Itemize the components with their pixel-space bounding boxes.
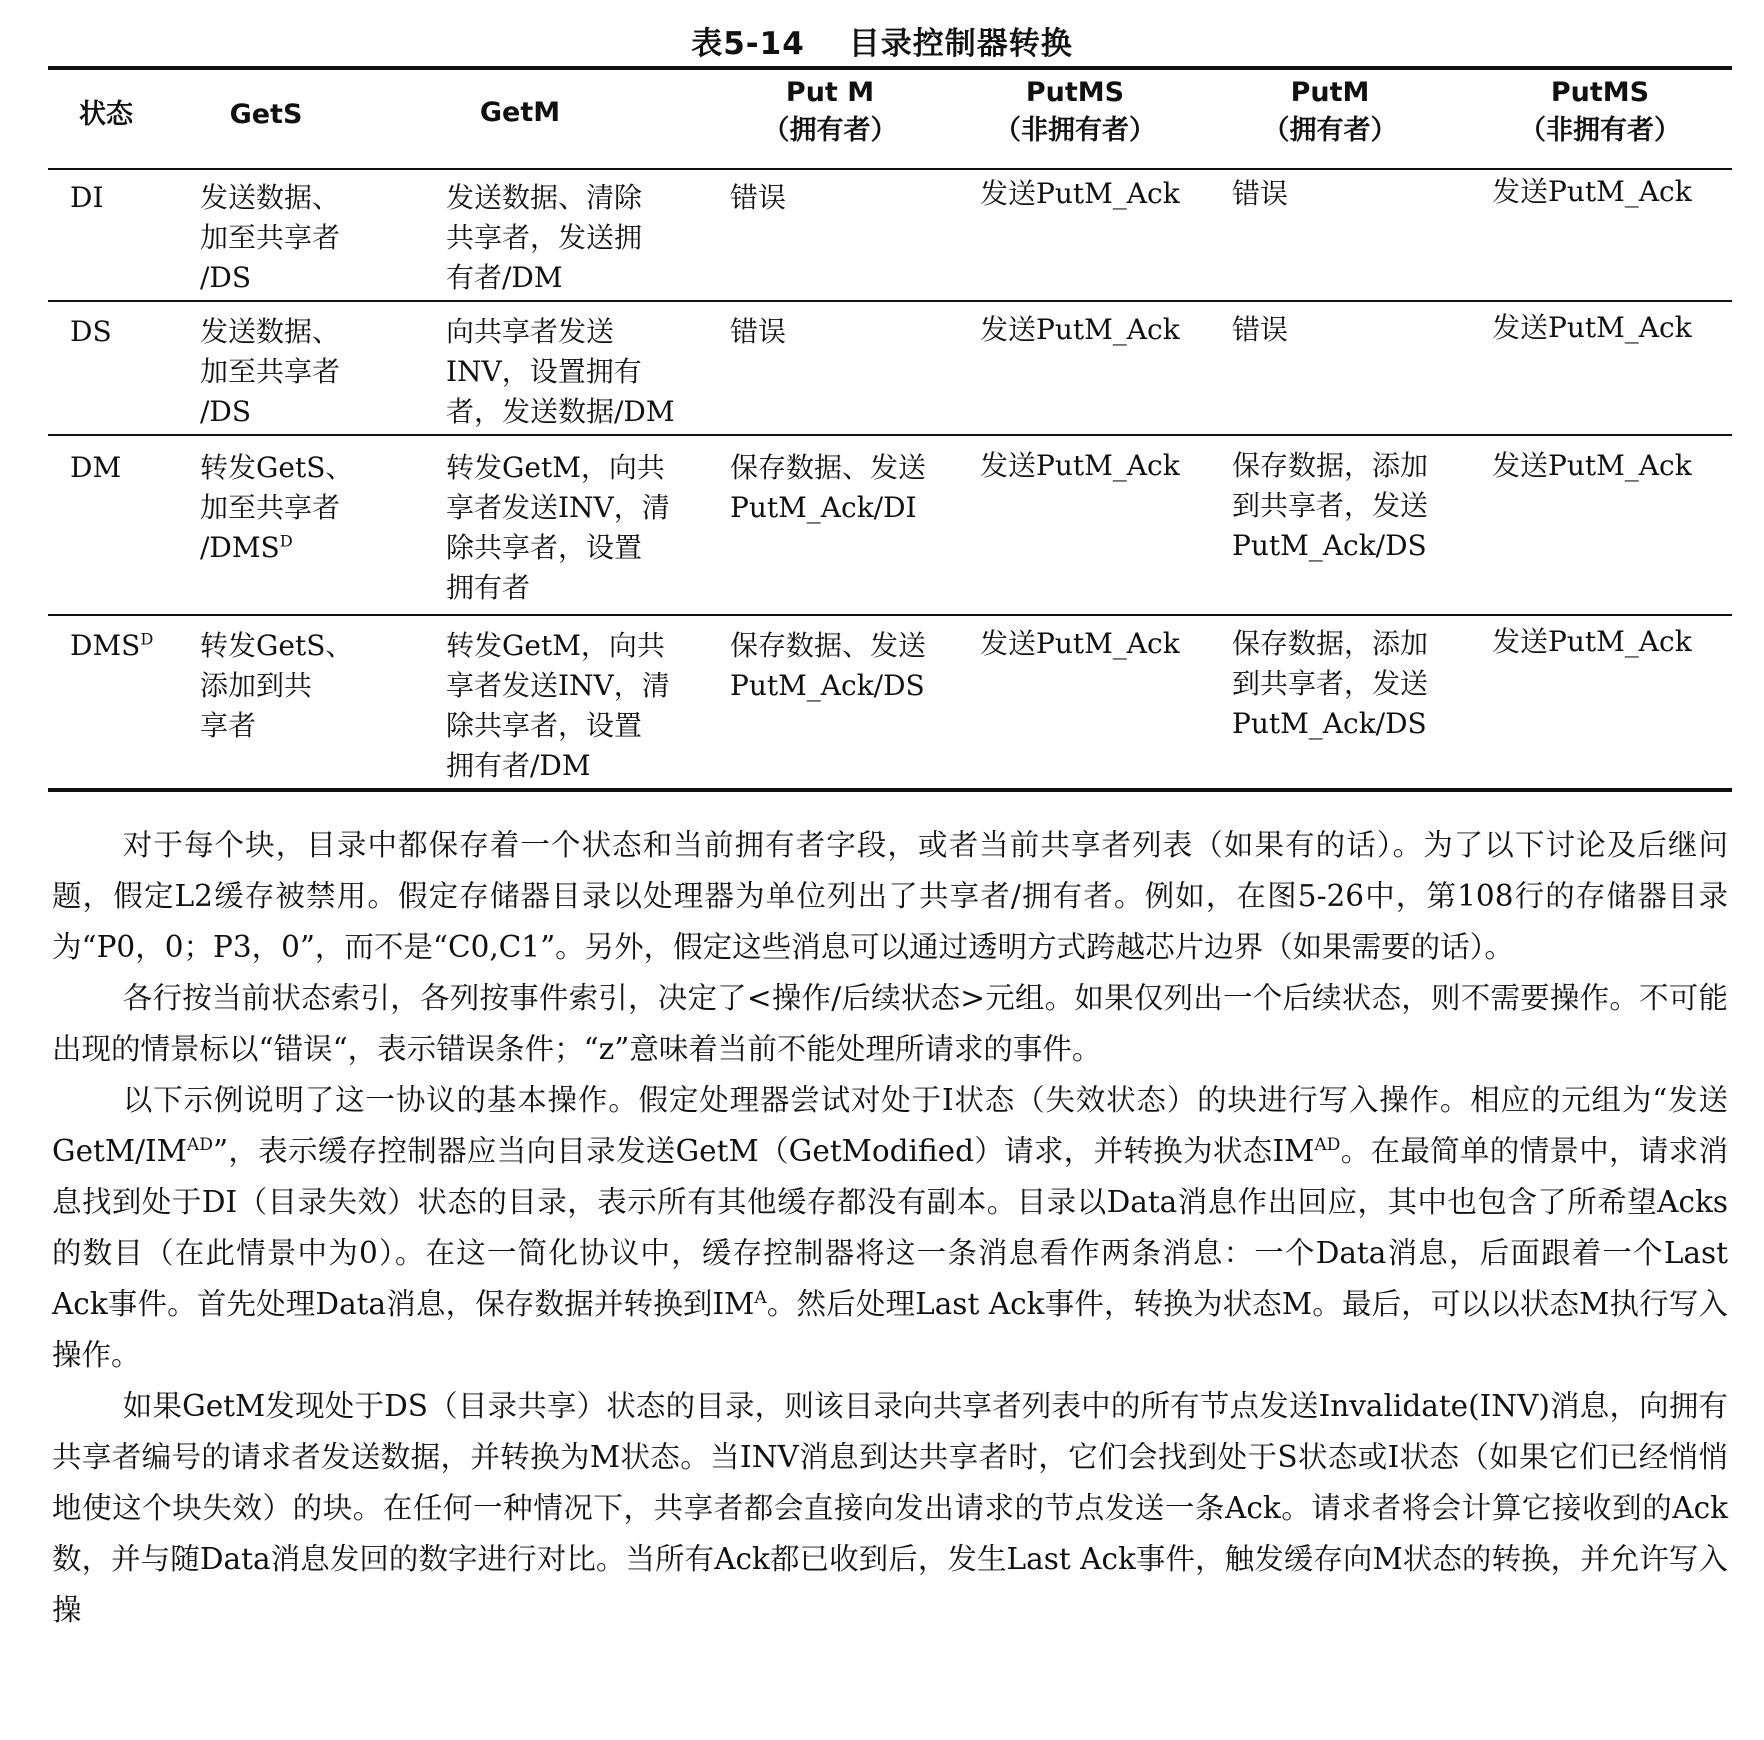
cell-line: 转发GetS、 [200, 451, 354, 484]
table-row-rule [48, 434, 1732, 436]
table-row-dmsd-putms-nonowner [980, 624, 1180, 664]
header-line: GetM [479, 97, 561, 128]
table-row-dmsd-gets [200, 626, 353, 746]
cell-line: 享者发送INV，清 [446, 491, 670, 524]
cell-line: 保存数据，添加 [1232, 449, 1429, 482]
paragraph-4: 如果GetM发现处于DS（目录共享）状态的目录，则该目录向共享者列表中的所有节点发送Invalidate(INV)消息，向拥有共享者编号的请求者发送数据，并转换为M状态。当INV消息到达共享者时，它们会找到处于S状态或I状态（如果它们已经悄悄地使这个块失效）的块。在任何一种情况下，共享者都会直接向发出请求的节点发送一条Ack。请求者将会计算它接收到的Ack数，并与随Data消息发回的数字进行对比。当所有Ack都已收到后，发生Last Ack事件，触发缓存向M状态的转换，并允许写入操 [52, 1389, 1728, 1627]
cell-line: 到共享者，发送 [1232, 489, 1429, 522]
header-line: （拥有者） [1262, 115, 1398, 146]
cell-line: 者，发送数据/DM [446, 395, 675, 428]
cell-line: PutM_Ack/DI [730, 491, 917, 524]
table-row-ds-putm-owner-2 [1232, 310, 1288, 350]
cell-line: 发送PutM_Ack [1492, 449, 1692, 482]
table-caption [0, 18, 1764, 63]
header-line: PutMS [1025, 77, 1125, 108]
cell-line: 添加到共 [200, 669, 313, 702]
cell-line: 拥有者 [446, 571, 531, 604]
cell-line: DI [70, 181, 104, 214]
paragraph-text: 以下示例说明了这一协议的基本操作。假定处理器尝试对处于I状态（失效状态）的块进行写入操作。相应的元组为“发送GetM/IM [52, 1083, 1728, 1168]
table-row-dm-putm-owner-2 [1232, 446, 1428, 566]
paragraph-text: 。在最简单的情景中，请求消息找到处于DI（目录失效）状态的目录，表示所有其他缓存都没有副本。目录以Data消息作出回应，其中也包含了所希望Acks的数目（在此情景中为0）。在这一简化协议中，缓存控制器将这一条消息看作两条消息：一个Data消息，后面跟着一个Last Ack事件。首先处理Data消息，保存数据并转换到IM [52, 1134, 1728, 1321]
cell-line: PutM_Ack/DS [1232, 707, 1427, 740]
cell-line: 错误 [730, 315, 787, 348]
header-putms-nonowner-2 [1480, 74, 1720, 150]
cell-line: 发送PutM_Ack [980, 313, 1180, 346]
table-row-ds-putms-nonowner [980, 310, 1180, 350]
header-line: （非拥有者） [994, 115, 1156, 146]
cell-line: 转发GetM，向共 [446, 451, 665, 484]
cell-line: 共享者，发送拥 [446, 221, 643, 254]
superscript: D [279, 531, 293, 551]
cell-line: DM [70, 451, 122, 484]
table-row-dmsd-putms-nonowner-2 [1492, 622, 1692, 662]
cell-line [200, 528, 353, 568]
cell-line: 享者 [200, 709, 257, 742]
paragraph-1: 对于每个块，目录中都保存着一个状态和当前拥有者字段，或者当前共享者列表（如果有的话）。为了以下讨论及后继问题，假定L2缓存被禁用。假定存储器目录以处理器为单位列出了共享者/拥有者。例如，在图5-26中，第108行的存储器目录为“P0，0；P3，0”，而不是“C0,C1”。另外，假定这些消息可以通过透明方式跨越芯片边界（如果需要的话）。 [52, 828, 1728, 964]
cell-line: /DS [200, 261, 252, 294]
table-row-di-putm-owner-2 [1232, 174, 1288, 214]
table-row-dm-state [70, 448, 121, 488]
cell-text: /DMS [200, 531, 280, 564]
cell-line: 发送数据、清除 [446, 181, 643, 214]
cell-line: 转发GetS、 [200, 629, 354, 662]
cell-line: 加至共享者 [200, 221, 341, 254]
paragraph-text: ”，表示缓存控制器应当向目录发送GetM（GetModified）请求，并转换为状态IM [212, 1134, 1315, 1168]
cell-line: 加至共享者 [200, 355, 341, 388]
header-line: PutMS [1550, 77, 1650, 108]
table-row-di-getm [446, 178, 642, 298]
header-gets [176, 96, 356, 134]
table-row-dmsd-state [70, 626, 153, 666]
cell-line: 发送PutM_Ack [980, 627, 1180, 660]
header-getm [420, 94, 620, 132]
superscript: A [754, 1288, 767, 1309]
cell-line: DS [70, 315, 112, 348]
cell-line: 错误 [1232, 177, 1289, 210]
header-putm-owner-2 [1230, 74, 1430, 150]
table-row-ds-putms-nonowner-2 [1492, 308, 1692, 348]
cell-line: 享者发送INV，清 [446, 669, 670, 702]
cell-line: 发送数据、 [200, 315, 341, 348]
cell-line: /DS [200, 395, 252, 428]
cell-line: 向共享者发送 [446, 315, 615, 348]
cell-line: 错误 [730, 181, 787, 214]
table-row-rule [48, 300, 1732, 302]
header-line: PutM [1290, 77, 1370, 108]
table-row-ds-getm [446, 312, 675, 432]
table-header-rule [48, 168, 1732, 170]
cell-line: 发送数据、 [200, 181, 341, 214]
header-line: GetS [229, 99, 303, 130]
table-row-ds-gets [200, 312, 340, 432]
cell-line: 发送PutM_Ack [1492, 625, 1692, 658]
cell-line: 除共享者，设置 [446, 709, 643, 742]
table-caption-title: 目录控制器转换 [848, 26, 1073, 62]
body-text [52, 820, 1728, 1636]
superscript: AD [186, 1135, 213, 1156]
superscript: D [140, 629, 154, 649]
cell-line: 发送PutM_Ack [1492, 311, 1692, 344]
cell-line: 保存数据、发送 [730, 451, 927, 484]
cell-line: 保存数据，添加 [1232, 627, 1429, 660]
table-row-dm-gets [200, 448, 353, 568]
cell-line: INV，设置拥有 [446, 355, 642, 388]
table-row-rule [48, 614, 1732, 616]
cell-line: 发送PutM_Ack [980, 449, 1180, 482]
cell-line: PutM_Ack/DS [1232, 529, 1427, 562]
table-row-di-gets [200, 178, 340, 298]
table-row-ds-state [70, 312, 112, 352]
header-putms-nonowner [965, 74, 1185, 150]
cell-line: 有者/DM [446, 261, 563, 294]
table-row-dmsd-putm-owner-2 [1232, 624, 1428, 744]
paragraph-3 [52, 1075, 1728, 1381]
cell-line: 保存数据、发送 [730, 629, 927, 662]
cell-line: 拥有者/DM [446, 749, 591, 782]
header-line: （拥有者） [762, 115, 898, 146]
header-line: Put M [785, 77, 875, 108]
cell-line: 转发GetM，向共 [446, 629, 665, 662]
table-row-dmsd-putm-owner [730, 626, 926, 706]
superscript: AD [1314, 1135, 1341, 1156]
cell-line: 错误 [1232, 313, 1289, 346]
cell-line: 发送PutM_Ack [1492, 175, 1692, 208]
table-caption-number: 表5-14 [691, 26, 805, 62]
cell-line: 到共享者，发送 [1232, 667, 1429, 700]
cell-line: PutM_Ack/DS [730, 669, 925, 702]
table-row-dm-putm-owner [730, 448, 926, 528]
table-row-di-putm-owner [730, 178, 786, 218]
table-bottom-rule [48, 788, 1732, 792]
table-row-dm-getm [446, 448, 670, 608]
cell-line: 发送PutM_Ack [980, 177, 1180, 210]
table-top-rule [48, 66, 1732, 70]
table-row-dm-putms-nonowner-2 [1492, 446, 1692, 486]
paragraph-2: 各行按当前状态索引，各列按事件索引，决定了<操作/后续状态>元组。如果仅列出一个后续状态，则不需要操作。不可能出现的情景标以“错误“，表示错误条件；“z”意味着当前不能处理所请求的事件。 [52, 981, 1728, 1066]
table-row-ds-putm-owner [730, 312, 786, 352]
paragraph-text: 。然后处理Last Ack事件，转换为状态M。最后，可以以状态M执行写入操作。 [52, 1287, 1728, 1372]
cell-text: DMS [70, 629, 141, 662]
header-line: 状态 [79, 99, 133, 130]
header-line: （非拥有者） [1519, 115, 1681, 146]
table-row-dm-putms-nonowner [980, 446, 1180, 486]
header-state [56, 96, 156, 134]
cell-line: 除共享者，设置 [446, 531, 643, 564]
table-row-dmsd-getm [446, 626, 670, 786]
header-putm-owner [730, 74, 930, 150]
cell-line: 加至共享者 [200, 491, 341, 524]
cell-line [70, 626, 153, 666]
table-row-di-state [70, 178, 104, 218]
table-row-di-putms-nonowner [980, 174, 1180, 214]
table-row-di-putms-nonowner-2 [1492, 172, 1692, 212]
